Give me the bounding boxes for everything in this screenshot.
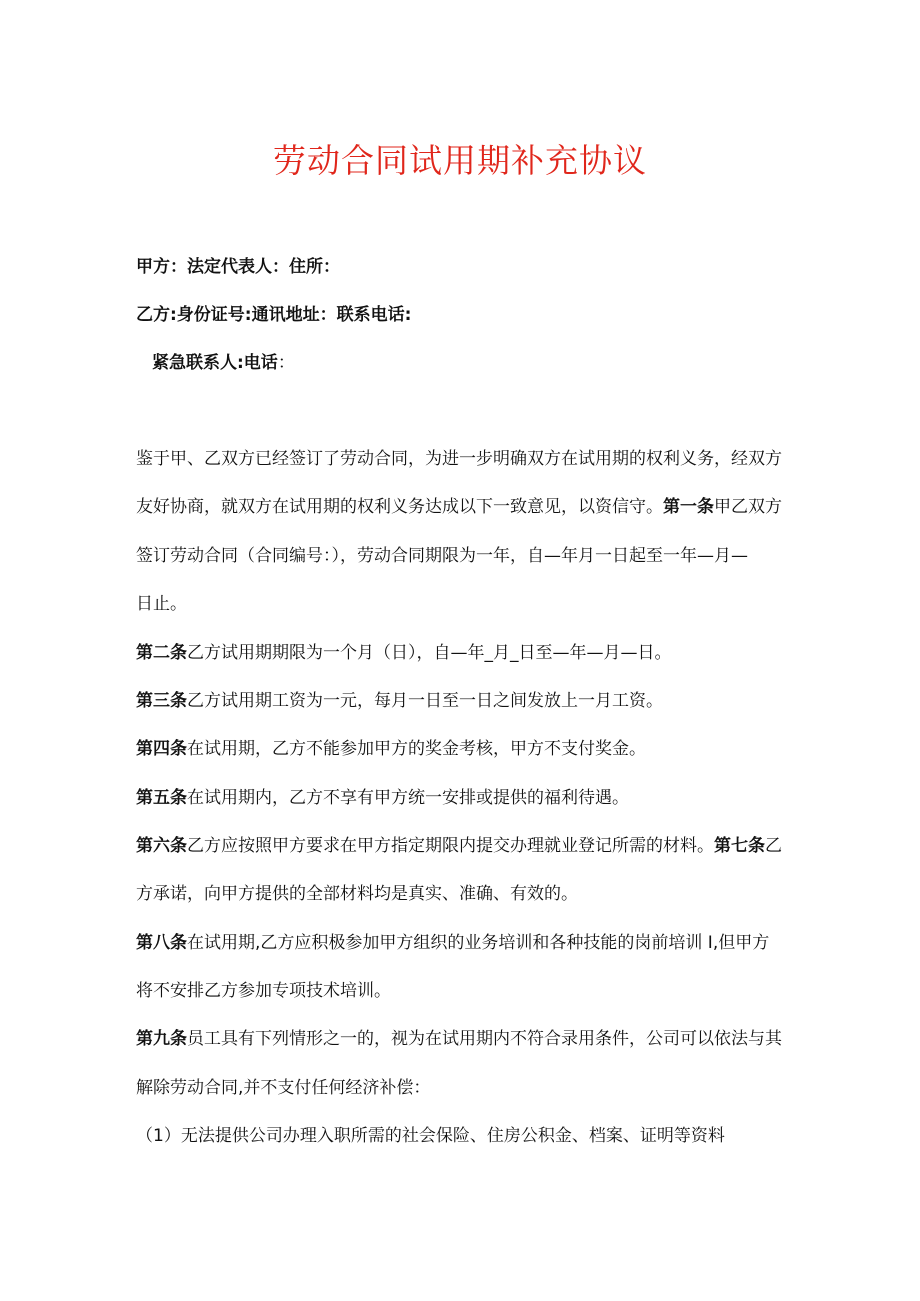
emergency-contact-line — [152, 351, 812, 375]
article-9-item-1: （1）无法提供公司办理入职所需的社会保险、住房公积金、档案、证明等资料 — [136, 1126, 725, 1146]
intro-line-4: 日止。 — [136, 594, 187, 614]
article-9 — [136, 1027, 796, 1051]
intro-line-2-text: 友好协商，就双方在试用期的权利义务达成以下一致意见，以资信守。 — [136, 497, 663, 517]
document-title: 劳动合同试用期补充协议 — [273, 141, 647, 180]
article-2 — [136, 641, 796, 665]
intro-line-1: 鉴于甲、乙双方已经签订了劳动合同，为进一步明确双方在试用期的权利义务，经双方 — [136, 449, 782, 469]
article-9-heading: 第九条 — [136, 1029, 187, 1049]
article-4-heading: 第四条 — [136, 739, 187, 759]
article-5 — [136, 786, 796, 810]
article-8-continued: 将不安排乙方参加专项技术培训。 — [136, 981, 391, 1001]
article-3-heading: 第三条 — [136, 691, 187, 711]
article-4 — [136, 737, 796, 761]
article-9-text: 员工具有下列情形之一的，视为在试用期内不符合录用条件，公司可以依法与其 — [187, 1029, 782, 1049]
intro-line-2 — [136, 495, 796, 519]
article-3-text: 乙方试用期工资为一元，每月一日至一日之间发放上一月工资。 — [187, 691, 663, 711]
article-6-heading: 第六条 — [136, 836, 187, 856]
article-1-heading: 第一条 — [663, 497, 714, 517]
article-6 — [136, 834, 796, 858]
article-4-text: 在试用期，乙方不能参加甲方的奖金考核，甲方不支付奖金。 — [187, 739, 646, 759]
article-8-heading: 第八条 — [136, 933, 187, 953]
party-b-line: 乙方:身份证号:通讯地址：联系电话: — [136, 305, 412, 325]
emergency-contact-colon: ： — [277, 353, 295, 373]
article-3 — [136, 689, 796, 713]
article-1-text: 甲乙双方 — [714, 497, 782, 517]
article-7-continued: 方承诺，向甲方提供的全部材料均是真实、准确、有效的。 — [136, 884, 578, 904]
article-7-text-start: 乙 — [765, 836, 782, 856]
article-2-heading: 第二条 — [136, 643, 187, 663]
article-6-text: 乙方应按照甲方要求在甲方指定期限内提交办理就业登记所需的材料。 — [187, 836, 714, 856]
article-9-continued: 解除劳动合同,并不支付任何经济补偿： — [136, 1078, 431, 1098]
article-8 — [136, 931, 796, 955]
article-5-text: 在试用期内，乙方不享有甲方统一安排或提供的福利待遇。 — [187, 788, 629, 808]
emergency-contact-label: 紧急联系人:电话 — [152, 353, 278, 373]
article-8-text: 在试用期,乙方应积极参加甲方组织的业务培训和各种技能的岗前培训 I,但甲方 — [187, 933, 770, 953]
article-7-heading: 第七条 — [714, 836, 765, 856]
party-a-line: 甲方：法定代表人：住所： — [136, 257, 340, 277]
article-2-text: 乙方试用期期限为一个月（日），自—年_月_日至—年—月—日。 — [187, 643, 672, 663]
article-5-heading: 第五条 — [136, 788, 187, 808]
intro-line-3: 签订劳动合同（合同编号：），劳动合同期限为一年，自—年月一日起至一年—月— — [136, 546, 748, 566]
